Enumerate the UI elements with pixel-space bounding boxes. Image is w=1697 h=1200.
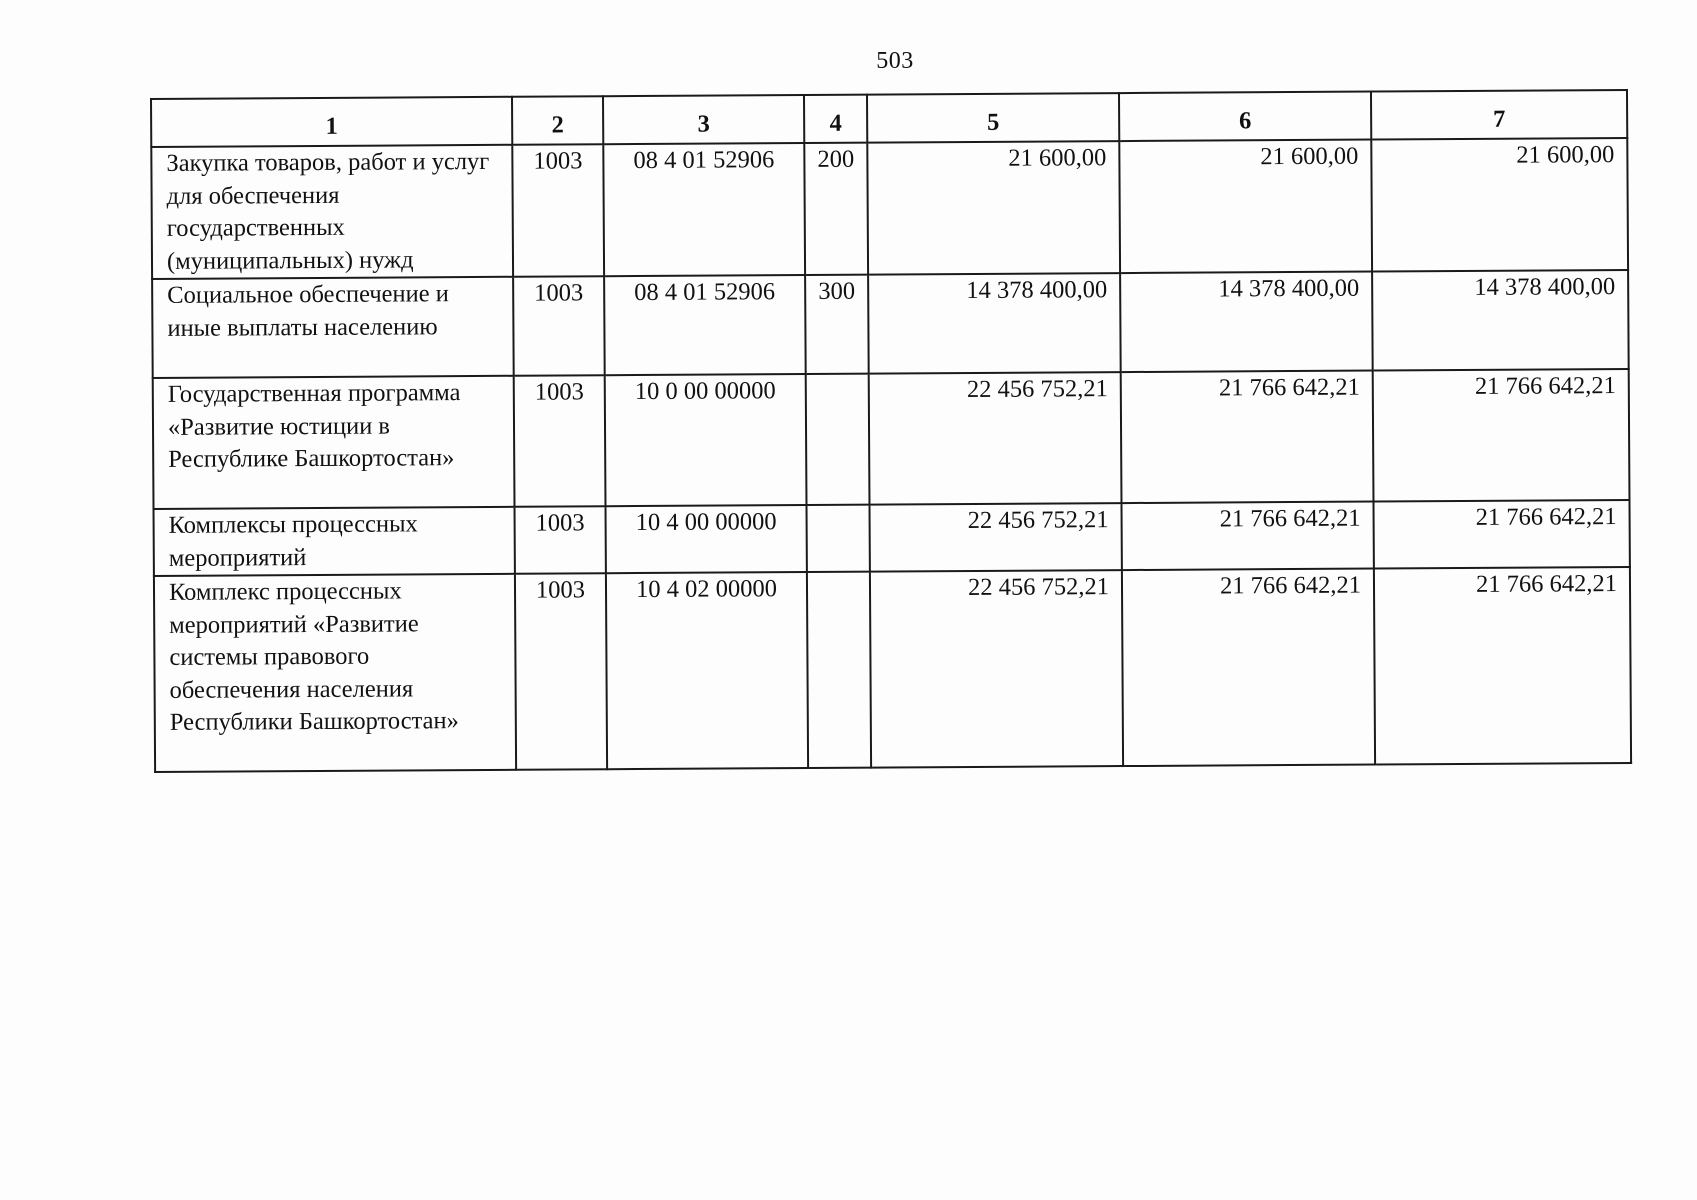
row-name: Социальное обеспечение и иные выплаты населению: [152, 277, 514, 378]
row-amount-7: 21 766 642,21: [1373, 369, 1630, 502]
table-row: [153, 369, 1630, 509]
budget-table: [150, 89, 1632, 773]
row-expense-type: [807, 572, 871, 768]
row-section: 1003: [513, 276, 605, 376]
row-amount-5: 21 600,00: [867, 141, 1120, 275]
row-amount-7: 14 378 400,00: [1372, 270, 1629, 371]
column-header-4: 4: [804, 95, 867, 143]
table-row: [151, 138, 1628, 279]
row-target-article: 08 4 01 52906: [603, 143, 805, 276]
row-amount-5: 22 456 752,21: [869, 372, 1122, 505]
row-amount-7: 21 600,00: [1371, 138, 1628, 272]
row-amount-7: 21 766 642,21: [1374, 567, 1631, 765]
column-header-7: 7: [1371, 90, 1627, 140]
row-name: Государственная программа «Развитие юстиции в Республике Башкортостан»: [153, 376, 515, 509]
column-header-6: 6: [1119, 92, 1371, 142]
table-row: [154, 500, 1630, 576]
row-expense-type: 300: [805, 275, 869, 374]
column-header-2: 2: [512, 96, 603, 145]
row-name: Комплекс процессных мероприятий «Развитие системы правового обеспечения населения Республики Башкортостан»: [154, 574, 516, 772]
column-header-5: 5: [867, 93, 1119, 143]
row-section: 1003: [514, 375, 606, 507]
row-target-article: 10 4 00 00000: [606, 505, 807, 573]
row-amount-5: 22 456 752,21: [870, 570, 1123, 768]
row-expense-type: 200: [804, 143, 868, 275]
row-section: 1003: [515, 573, 607, 770]
row-amount-6: 21 766 642,21: [1121, 371, 1374, 504]
column-header-3: 3: [603, 95, 804, 144]
row-target-article: 10 4 02 00000: [606, 572, 808, 769]
row-expense-type: [806, 374, 870, 505]
row-amount-5: 22 456 752,21: [869, 503, 1121, 572]
row-expense-type: [806, 505, 869, 572]
row-amount-7: 21 766 642,21: [1373, 500, 1629, 569]
row-amount-6: 21 766 642,21: [1121, 502, 1373, 571]
row-amount-6: 14 378 400,00: [1120, 272, 1373, 373]
row-target-article: 08 4 01 52906: [604, 275, 806, 375]
row-section: 1003: [515, 506, 606, 574]
table-body: [151, 138, 1631, 772]
page-number: 503: [876, 48, 914, 74]
table-row: [154, 567, 1631, 772]
row-section: 1003: [512, 144, 604, 277]
column-header-1: 1: [151, 97, 512, 147]
row-amount-6: 21 766 642,21: [1122, 569, 1375, 767]
row-amount-6: 21 600,00: [1119, 140, 1372, 274]
row-name: Закупка товаров, работ и услуг для обеспечения государственных (муниципальных) нужд: [151, 145, 513, 279]
table-row: [152, 270, 1629, 378]
row-target-article: 10 0 00 00000: [605, 374, 807, 506]
row-name: Комплексы процессных мероприятий: [154, 507, 515, 576]
row-amount-5: 14 378 400,00: [868, 273, 1121, 374]
